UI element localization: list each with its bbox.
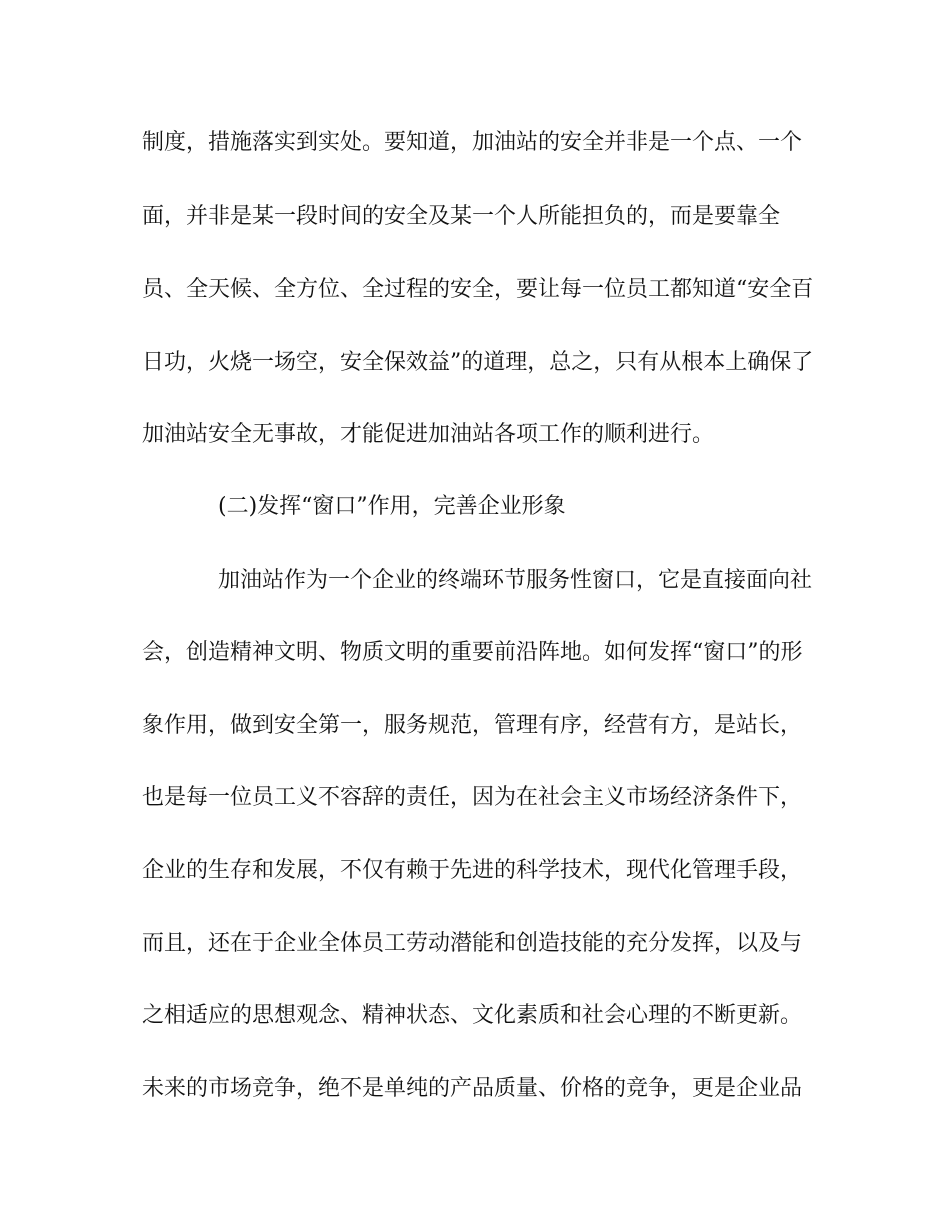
paragraph-line: 也是每一位员工义不容辞的责任，因为在社会主义市场经济条件下， [142, 785, 803, 810]
paragraph-line: 未来的市场竞争，绝不是单纯的产品质量、价格的竞争，更是企业品 [142, 1076, 803, 1101]
paragraph-line: 面，并非是某一段时间的安全及某一个人所能担负的，而是要靠全 [142, 204, 781, 229]
section-heading: (二)发挥“窗口”作用，完善企业形象 [218, 494, 566, 519]
paragraph-line: 日功，火烧一场空，安全保效益”的道理，总之，只有从根本上确保了 [142, 350, 814, 375]
paragraph-line: 加油站作为一个企业的终端环节服务性窗口，它是直接面向社 [218, 568, 813, 593]
paragraph-line: 之相适应的思想观念、精神状态、文化素质和社会心理的不断更新。 [142, 1003, 803, 1028]
paragraph-line: 员、全天候、全方位、全过程的安全，要让每一位员工都知道“安全百 [142, 277, 814, 302]
paragraph-line: 制度，措施落实到实处。要知道，加油站的安全并非是一个点、一个 [142, 130, 803, 155]
paragraph-line: 企业的生存和发展，不仅有赖于先进的科学技术，现代化管理手段， [142, 858, 803, 883]
paragraph-line: 而且，还在于企业全体员工劳动潜能和创造技能的充分发挥，以及与 [142, 931, 803, 956]
paragraph-line: 象作用，做到安全第一，服务规范，管理有序，经营有方，是站长， [142, 713, 803, 738]
paragraph-line: 加油站安全无事故，才能促进加油站各项工作的顺利进行。 [142, 422, 715, 447]
paragraph-line: 会，创造精神文明、物质文明的重要前沿阵地。如何发挥“窗口”的形 [142, 640, 803, 665]
